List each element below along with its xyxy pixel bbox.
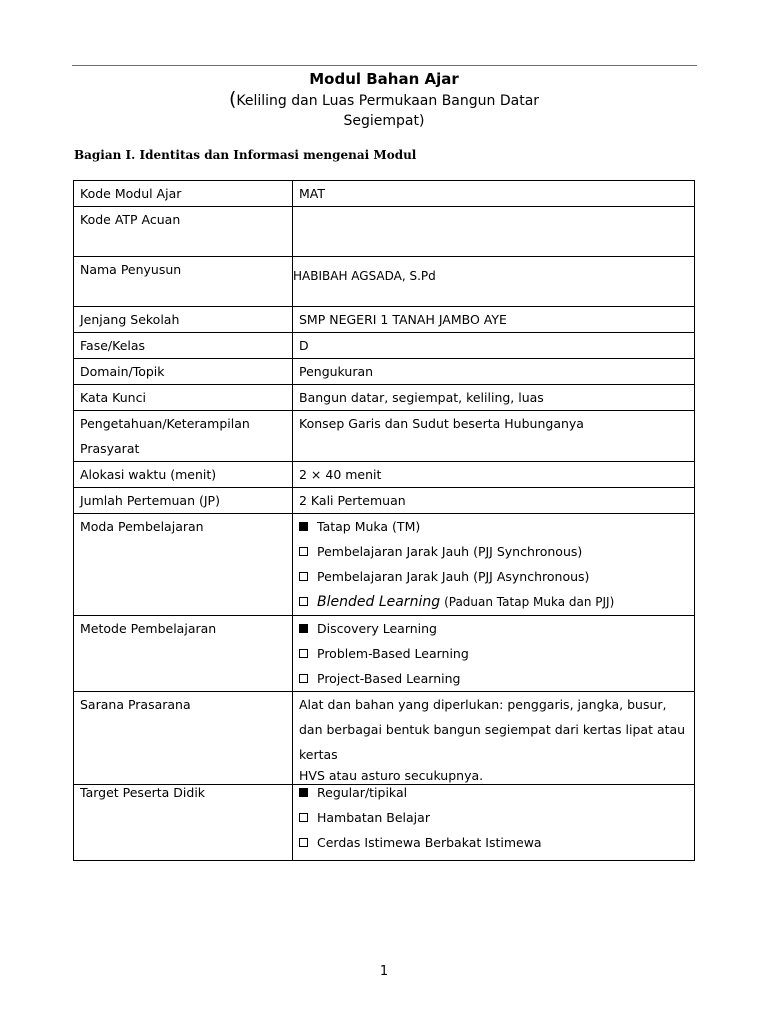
row-label: Domain/Topik xyxy=(74,359,293,385)
table-row xyxy=(74,692,695,785)
document-subtitle xyxy=(0,89,768,131)
text-line: dan berbagai bentuk bangun segiempat dari kertas lipat atau xyxy=(299,722,686,737)
table-row xyxy=(74,385,695,411)
unchecked-box-icon xyxy=(299,649,308,658)
unchecked-box-icon xyxy=(299,674,308,683)
subtitle-line-1: Keliling dan Luas Permukaan Bangun Datar xyxy=(236,93,540,109)
table-row xyxy=(74,333,695,359)
option-item xyxy=(299,810,688,825)
table-row xyxy=(74,181,695,207)
row-label: Kata Kunci xyxy=(74,385,293,411)
option-label-italic: Blended Learning xyxy=(317,594,441,610)
checked-box-icon xyxy=(299,522,308,531)
row-value: 2 × 40 menit xyxy=(293,462,695,488)
row-value: Bangun datar, segiempat, keliling, luas xyxy=(293,385,695,411)
row-label: Nama Penyusun xyxy=(74,257,293,307)
option-item xyxy=(299,835,688,850)
text-line: kertas xyxy=(299,747,338,762)
document-title: Modul Bahan Ajar xyxy=(309,70,459,88)
table-row xyxy=(74,462,695,488)
row-label: Moda Pembelajaran xyxy=(74,514,293,616)
option-label: Project-Based Learning xyxy=(317,671,461,686)
row-value: Pengukuran xyxy=(293,359,695,385)
unchecked-box-icon xyxy=(299,547,308,556)
option-item xyxy=(299,616,688,641)
option-item xyxy=(299,785,688,800)
checked-box-icon xyxy=(299,624,308,633)
module-info-table xyxy=(73,180,695,861)
option-label: (Paduan Tatap Muka dan PJJ) xyxy=(444,595,615,609)
row-value xyxy=(293,616,695,692)
option-label: Discovery Learning xyxy=(317,621,437,636)
row-label-line-1: Pengetahuan/Keterampilan xyxy=(80,416,250,431)
table-row xyxy=(74,488,695,514)
row-value: Konsep Garis dan Sudut beserta Hubunganya xyxy=(293,411,695,462)
option-label: Hambatan Belajar xyxy=(317,810,430,825)
row-label-line-2: Prasyarat xyxy=(80,441,140,456)
row-label: Metode Pembelajaran xyxy=(74,616,293,692)
option-item xyxy=(299,564,688,589)
option-label: Pembelajaran Jarak Jauh (PJJ Synchronous) xyxy=(317,544,583,559)
subtitle-line-2: Segiempat) xyxy=(343,113,425,129)
row-value: 2 Kali Pertemuan xyxy=(293,488,695,514)
unchecked-box-icon xyxy=(299,572,308,581)
table-row xyxy=(74,514,695,616)
checked-box-icon xyxy=(299,788,308,797)
option-item xyxy=(299,666,688,691)
row-label-text: Target Peserta Didik xyxy=(80,785,206,800)
row-label: Kode Modul Ajar xyxy=(74,181,293,207)
row-value xyxy=(293,207,695,257)
option-item xyxy=(299,641,688,666)
row-label: Jenjang Sekolah xyxy=(74,307,293,333)
row-value: MAT xyxy=(293,181,695,207)
row-label: Sarana Prasarana xyxy=(74,692,293,785)
table-row xyxy=(74,359,695,385)
row-label: Alokasi waktu (menit) xyxy=(74,462,293,488)
unchecked-box-icon xyxy=(299,597,308,606)
option-label: Pembelajaran Jarak Jauh (PJJ Asynchronous) xyxy=(317,569,590,584)
row-value xyxy=(293,692,695,785)
text-line: Alat dan bahan yang diperlukan: penggaris, jangka, busur, xyxy=(299,697,667,712)
option-item xyxy=(299,589,688,615)
row-value: SMP NEGERI 1 TANAH JAMBO AYE xyxy=(293,307,695,333)
option-label: Cerdas Istimewa Berbakat Istimewa xyxy=(317,835,542,850)
row-value xyxy=(293,514,695,616)
option-label: Regular/tipikal xyxy=(317,785,408,800)
unchecked-box-icon xyxy=(299,813,308,822)
table-row xyxy=(74,785,695,861)
row-label xyxy=(74,785,293,861)
row-label xyxy=(74,411,293,462)
author-name: HABIBAH AGSADA, S.Pd xyxy=(293,269,436,283)
option-item xyxy=(299,514,688,539)
row-label: Jumlah Pertemuan (JP) xyxy=(74,488,293,514)
page-number: 1 xyxy=(379,964,389,979)
table-row xyxy=(74,616,695,692)
table-row xyxy=(74,307,695,333)
header-rule xyxy=(72,65,697,66)
table-row xyxy=(74,207,695,257)
table-row xyxy=(74,411,695,462)
option-label: Tatap Muka (TM) xyxy=(317,519,421,534)
subtitle-open-paren: ( xyxy=(228,88,237,110)
option-label: Problem-Based Learning xyxy=(317,646,469,661)
table-row xyxy=(74,257,695,307)
option-item xyxy=(299,539,688,564)
row-value: D xyxy=(293,333,695,359)
text-line: HVS atau asturo secukupnya. xyxy=(299,768,484,783)
section-heading: Bagian I. Identitas dan Informasi mengenai Modul xyxy=(74,148,417,162)
row-label: Kode ATP Acuan xyxy=(74,207,293,257)
unchecked-box-icon xyxy=(299,838,308,847)
row-value xyxy=(293,785,695,861)
row-label: Fase/Kelas xyxy=(74,333,293,359)
row-value xyxy=(293,257,695,307)
